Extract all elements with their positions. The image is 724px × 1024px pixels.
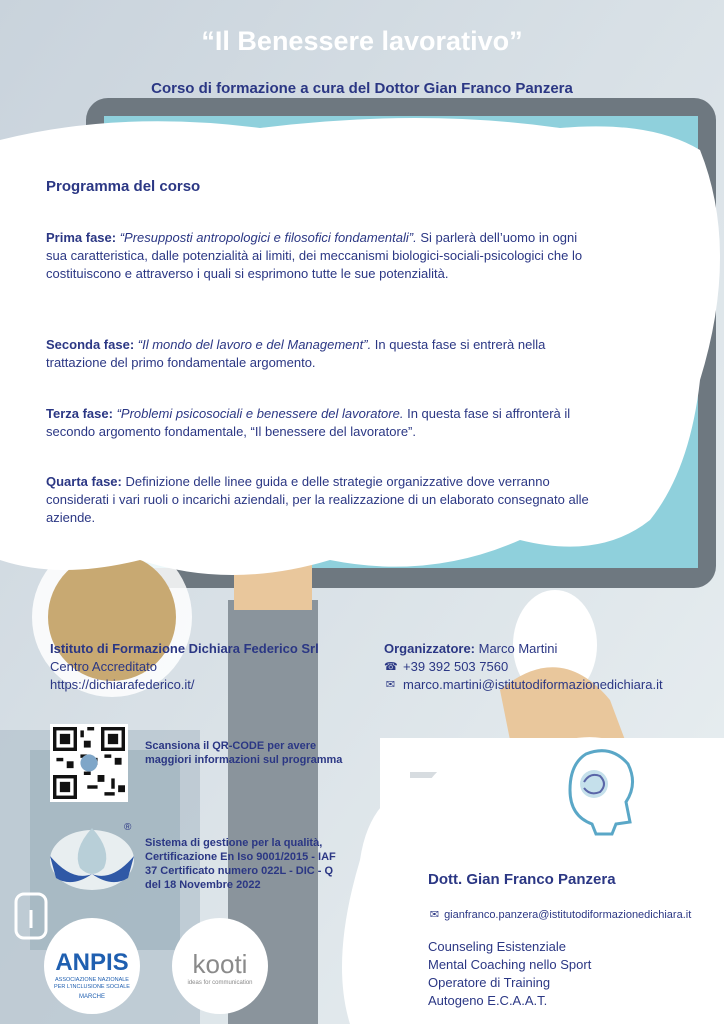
phase-3-label: Terza fase: [46, 406, 113, 421]
email-icon: ✉ [385, 679, 396, 691]
qr-code-graphic [53, 727, 125, 799]
program-heading: Programma del corso [46, 178, 201, 195]
poster-subtitle: Corso di formazione a cura del Dottor Gian Franco Panzera [151, 80, 573, 97]
kooti-title: kooti [192, 949, 248, 979]
anpis-logo [44, 918, 140, 1014]
phase-1-text: Si parlerà dell’uomo in ogni sua caratteristica, dalle potenzialità ai limiti, dei meccanismi biologici-sociali-psicologici che lo costituiscono e attraverso i quali si esprimono tutte le sue potenzialità. [46, 230, 583, 281]
doctor-role: Counseling Esistenziale [428, 939, 567, 954]
doctor-roles [428, 938, 591, 1010]
anpis-sub1: ASSOCIAZIONE NAZIONALE [55, 977, 129, 983]
doctor-name: Dott. Gian Franco Panzera [428, 871, 616, 888]
qr-caption: Scansiona il QR-CODE per avere maggiori informazioni sul programma [145, 740, 343, 766]
organizer-name: Marco Martini [475, 641, 558, 656]
doctor-email [428, 908, 691, 921]
certification-text: Sistema di gestione per la qualità, Certificazione En Iso 9001/2015 - IAF 37 Certificato numero 022L - DIC - Q del 18 Novembre 2022 [145, 837, 336, 891]
phase-4-label: Quarta fase: [46, 474, 122, 489]
institute-accreditation: Centro Accreditato [50, 659, 157, 674]
anpis-logo-graphic [44, 918, 140, 1014]
organizer-phone-link[interactable]: +39 392 503 7560 [403, 659, 509, 674]
doctor-role: Mental Coaching nello Sport [428, 957, 592, 972]
kooti-logo [172, 918, 268, 1014]
anpis-title: ANPIS [55, 949, 129, 976]
phase-2-quote: “Il mondo del lavoro e del Management”. [137, 337, 372, 352]
poster-title: “Il Benessere lavorativo” [201, 26, 523, 56]
phase-1-label: Prima fase: [46, 230, 117, 245]
phase-4-text: Definizione delle linee guida e delle strategie organizzative dove verranno considerati i vari ruoli o incarichi aziendali, per la realizzazione di un elaborato consegnato alle aziende. [46, 474, 589, 525]
organizer-label: Organizzatore: [384, 641, 476, 656]
phase-3 [46, 405, 594, 441]
institute-name: Istituto di Formazione Dichiara Federico Srl [50, 641, 319, 656]
doctor-role: Operatore di Training [428, 975, 551, 990]
kooti-logo-graphic [172, 918, 268, 1014]
phase-2-label: Seconda fase: [46, 337, 135, 352]
registered-mark: ® [124, 822, 132, 833]
phase-1-quote: “Presupposti antropologici e filosofici fondamentali”. [119, 230, 417, 245]
institute-url-link[interactable]: https://dichiarafederico.it/ [50, 677, 195, 692]
phase-1 [46, 229, 594, 283]
phase-3-quote: “Problemi psicosociali e benessere del lavoratore. [116, 406, 404, 421]
organizer-block [384, 640, 714, 694]
qr-code[interactable] [50, 724, 128, 802]
phone-icon: ☎ [384, 661, 398, 673]
phase-4 [46, 473, 594, 527]
phase-2-text: In questa fase si entrerà nella trattazione del primo fondamentale argomento. [46, 337, 546, 370]
anpis-region: MARCHE [78, 994, 106, 1000]
doctor-role: Autogeno E.C.A.A.T. [428, 993, 548, 1008]
phase-3-text: In questa fase si affronterà il secondo argomento fondamentale, “Il benessere del lavoratore”. [46, 406, 571, 439]
anpis-sub2: PER L'INCLUSIONE SOCIALE [54, 984, 130, 990]
phase-2 [46, 336, 594, 372]
institute-block [50, 640, 360, 694]
email-icon: ✉ [429, 909, 440, 921]
organizer-email-link[interactable]: marco.martini@istitutodiformazionedichiara.it [403, 677, 663, 692]
doctor-email-link[interactable]: gianfranco.panzera@istitutodiformazionedichiara.it [444, 909, 692, 921]
kooti-sub: ideas for communication [187, 980, 253, 986]
